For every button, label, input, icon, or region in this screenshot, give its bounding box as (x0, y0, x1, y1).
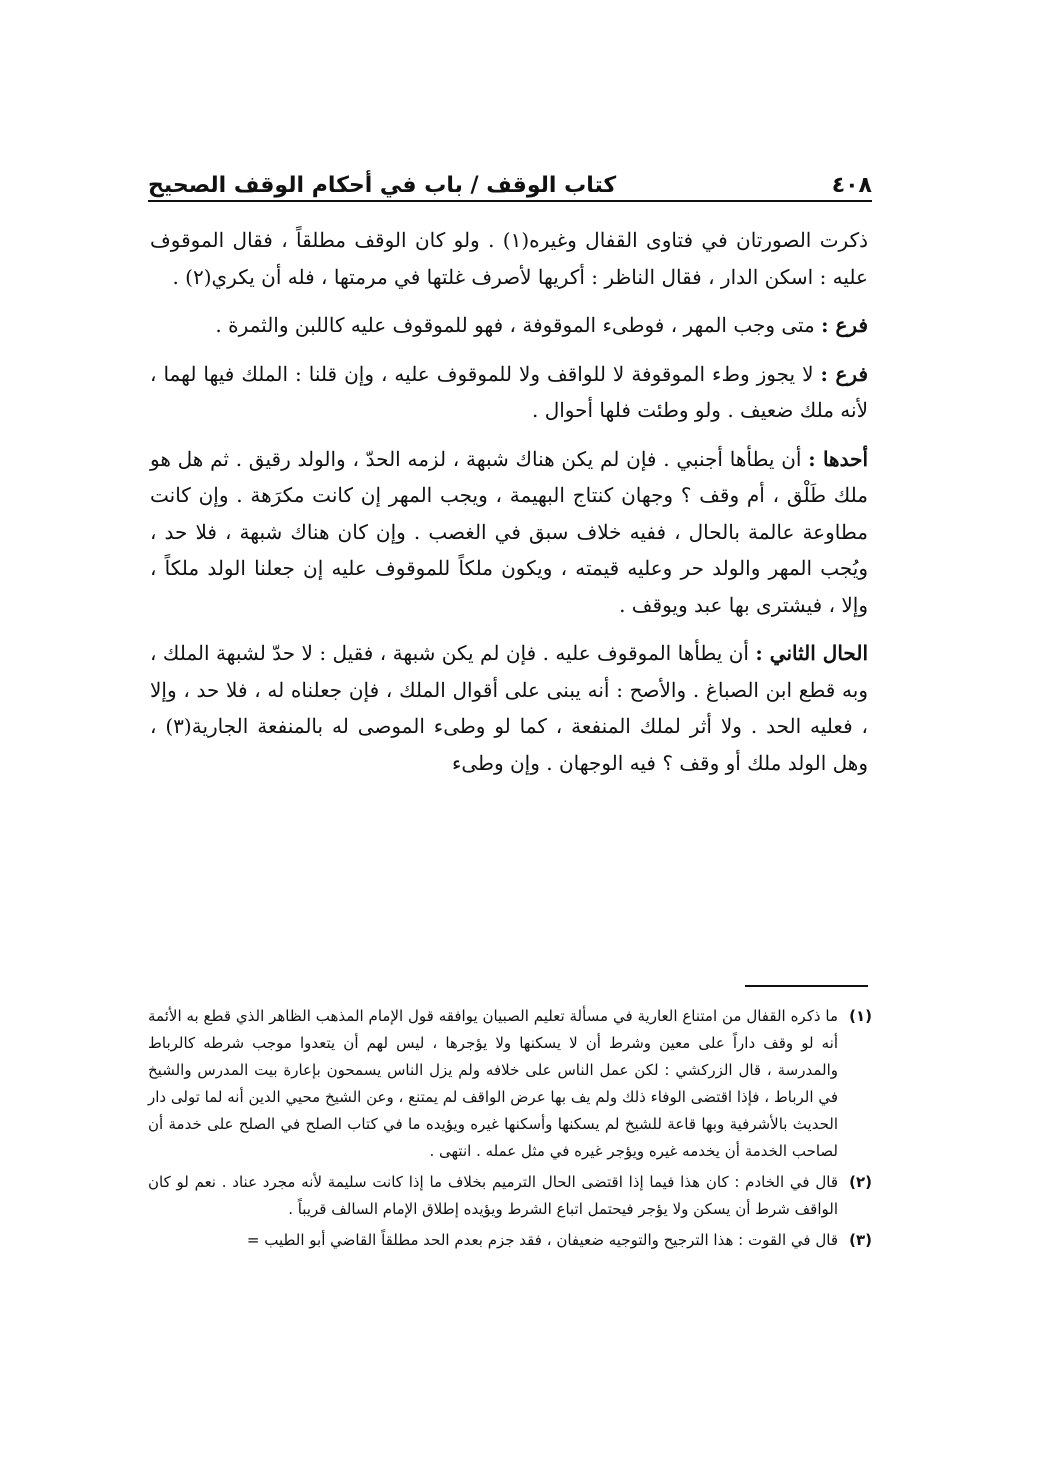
paragraph-3 (150, 356, 868, 429)
footnote-1 (148, 1003, 872, 1165)
header-rule (148, 200, 872, 202)
paragraph-5 (150, 635, 868, 781)
page-header (148, 158, 872, 198)
paragraph-5-lead: الحال الثاني : (755, 641, 868, 665)
paragraph-3-lead: فرع : (820, 361, 869, 386)
paragraph-2-lead: فرع : (821, 313, 868, 337)
paragraph-5-text: أن يطأها الموقوف عليه . فإن لم يكن شبهة ، فقيل : لا حدّ لشبهة الملك ، وبه قطع ابن الصباغ . والأصح : أنه يبنى على أقوال الملك ، فإن جعلناه له ، فلا حد ، وإلا ، فعليه الحد . ولا أثر لملك المنفعة ، كما لو وطىء الموصى له بالمنفعة الجارية(٣) ، وهل الولد ملك أو وقف ؟ فيه الوجهان . وإن وطىء (150, 641, 868, 775)
paragraph-1-text: ذكرت الصورتان في فتاوى القفال وغيره(١) . ولو كان الوقف مطلقاً ، فقال الموقوف عليه : اسكن الدار ، فقال الناظر : أكريها لأصرف غلتها في مرمتها ، فله أن يكري(٢) . (150, 228, 869, 289)
footnote-3 (148, 1227, 872, 1254)
footnote-separator (745, 985, 868, 987)
main-text (150, 222, 868, 793)
page-number: ٤٠٨ (831, 173, 872, 198)
paragraph-2-text: متى وجب المهر ، فوطىء الموقوفة ، فهو للموقوف عليه كاللبن والثمرة . (215, 313, 815, 337)
footnote-number: (٢) (849, 1173, 872, 1191)
footnote-number: (٣) (849, 1231, 872, 1249)
paragraph-3-text: لا يجوز وطء الموقوفة لا للواقف ولا للموقوف عليه ، وإن قلنا : الملك فيها لهما ، لأنه ملك ضعيف . ولو وطئت فلها أحوال . (150, 361, 868, 422)
paragraph-2 (150, 307, 868, 344)
footnote-text: ما ذكره القفال من امتناع العارية في مسألة تعليم الصبيان يوافقه قول الإمام المذهب الظاهر الذي قطع به الأئمة أنه لو وقف داراً على معين وشرط أن لا يسكنها ولا يؤجرها ، ليس لهم أن يتعدوا موجب شرطه كالرباط والمدرسة ، قال الزركشي : لكن عمل الناس على خلافه ولم يزل الناس يسمحون بإعارة بيت المدرس والشيخ في الرباط ، فإذا اقتضى الوفاء ذلك ولم يف بها عرض الواقف لم يمتنع ، وعن الشيخ محيي الدين أنه لما تولى دار الحديث بالأشرفية وبها قاعة للشيخ لم يسكنها وأسكنها غيره ويؤيده ما في كتاب الصلح في الصلح على خدمة أن لصاحب الخدمة أن يخدمه غيره ويؤجر غيره في مثل عمله . انتهى . (148, 1007, 838, 1160)
footnote-text: قال في الخادم : كان هذا فيما إذا اقتضى الحال الترميم بخلاف ما إذا كانت سليمة لأنه مجرد عناد . نعم لو كان الواقف شرط أن يسكن ولا يؤجر فيحتمل اتباع الشرط ويؤيده إطلاق الإمام السالف قريباً . (148, 1173, 838, 1218)
paragraph-4-text: أن يطأها أجنبي . فإن لم يكن هناك شبهة ، لزمه الحدّ ، والولد رقيق . ثم هل هو ملك طَلْق ، أم وقف ؟ وجهان كنتاج البهيمة ، ويجب المهر إن كانت مكرَهة . وإن كانت مطاوعة عالمة بالحال ، ففيه خلاف سبق في الغصب . وإن كان هناك شبهة ، فلا حد ، ويُجب المهر والولد حر وعليه قيمته ، ويكون ملكاً للموقوف عليه إن جعلنا الولد ملكاً ، وإلا ، فيشترى بها عبد ويوقف . (150, 446, 869, 617)
paragraph-1 (150, 222, 868, 295)
paragraph-4-lead: أحدها : (808, 446, 868, 471)
footnote-2 (148, 1169, 872, 1223)
footnote-text: قال في القوت : هذا الترجيح والتوجيه ضعيفان ، فقد جزم بعدم الحد مطلقاً القاضي أبو الطيب = (246, 1231, 838, 1249)
running-title: كتاب الوقف / باب في أحكام الوقف الصحيح (148, 173, 617, 198)
paragraph-4 (150, 441, 868, 624)
footnotes (148, 1003, 872, 1258)
footnote-number: (١) (849, 1007, 872, 1025)
